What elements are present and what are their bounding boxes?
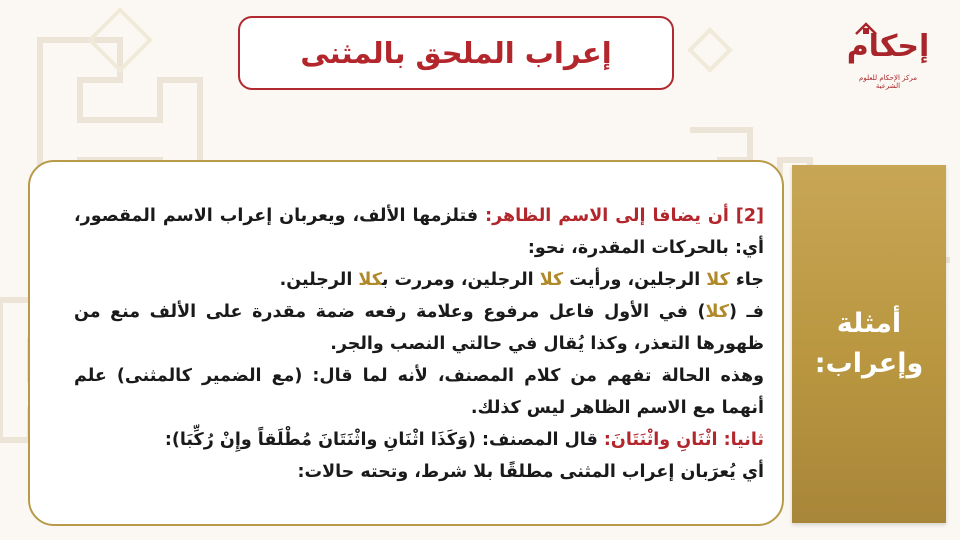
content-card <box>28 160 784 526</box>
side-panel-line2: وإعراب: <box>814 348 924 379</box>
paragraph-3-text: ) في الأول فاعل مرفوع وعلامة رفعه ضمة مقدرة على الألف منع من ظهورها التعذر، وكذا يُقال في حالتي النصب والجر. <box>74 302 764 354</box>
paragraph-5-text: قال المصنف: (وَكَذَا اثْنَانِ واثْنَتَانَ مُطْلَقاً وإِنْ رُكِّبَا): <box>164 430 604 450</box>
kila-word: كلا <box>706 270 730 290</box>
slide-title: إعراب الملحق بالمثنى <box>300 36 612 70</box>
paragraph-4: وهذه الحالة تفهم من كلام المصنف، لأنه لما قال: (مع الضمير كالمثنى) علم أنهما مع الاسم الظاهر ليس كذلك. <box>74 366 764 418</box>
logo-subtitle: مركز الإحكام للعلوم الشرعية <box>859 74 917 90</box>
paragraph-5 <box>74 424 764 456</box>
example-text: الرجلين. <box>279 270 359 290</box>
logo <box>846 22 930 98</box>
paragraph-3-text: فـ ( <box>728 302 764 322</box>
example-text: الرجلين، ومررت ب <box>381 270 540 290</box>
paragraph-1 <box>74 200 764 264</box>
content-body <box>74 200 764 488</box>
kila-word: كلا <box>539 270 564 290</box>
paragraph-1-text: فتلزمها الألف، ويعربان إعراب الاسم المقصور، أي: بالحركات المقدرة، نحو: <box>74 206 764 258</box>
paragraph-3 <box>74 296 764 360</box>
paragraph-6: أي يُعرَبان إعراب المثنى مطلقًا بلا شرط، وتحته حالات: <box>297 462 764 482</box>
example-line <box>74 264 764 296</box>
example-text: الرجلين، ورأيت <box>563 270 707 290</box>
logo-wordmark: إحكام <box>846 29 930 64</box>
condition-heading: [2] أن يضافا إلى الاسم الظاهر: <box>485 206 764 226</box>
title-box <box>238 16 674 90</box>
kila-word: كلا <box>705 302 729 322</box>
example-text: جاء <box>729 270 764 290</box>
kila-word: كلا <box>358 270 382 290</box>
second-heading: ثانيا: اثْنَانِ واثْنَتَانَ: <box>603 430 764 450</box>
side-panel <box>792 165 946 523</box>
side-panel-line1: أمثلة <box>836 308 902 339</box>
